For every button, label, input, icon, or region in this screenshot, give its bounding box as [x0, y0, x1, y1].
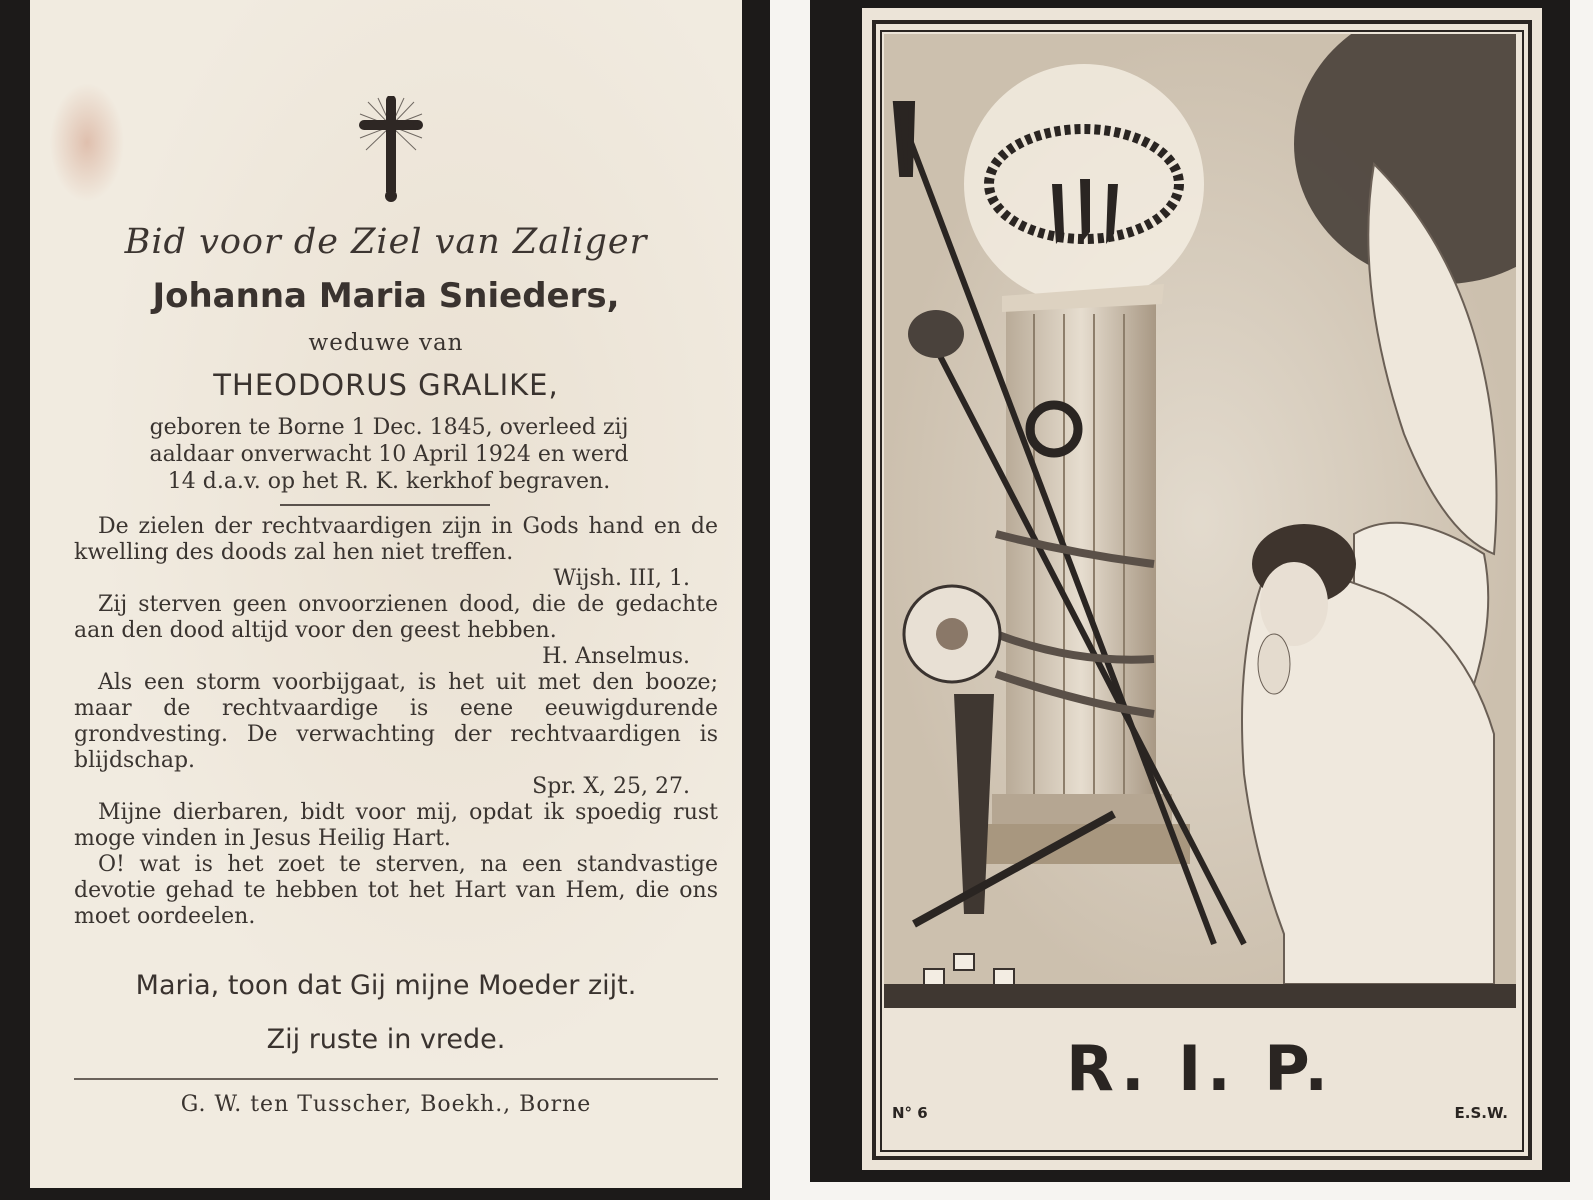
deceased-name: Johanna Maria Snieders,: [152, 276, 620, 316]
widow-of-label: weduwe van: [308, 330, 464, 356]
quote-text: Zij sterven geen onvoorzienen dood, die de gedachte aan den dood altijd voor den geest hebben.: [74, 592, 718, 643]
biography: [74, 414, 704, 495]
memorial-card-text-side: [0, 0, 770, 1200]
quote-source: H. Anselmus.: [542, 644, 690, 669]
nails-icon: [1052, 179, 1118, 244]
quote-source: Spr. X, 25, 27.: [532, 774, 690, 799]
quote-source: Wijsh. III, 1.: [553, 566, 690, 591]
ejaculation-prayer: Maria, toon dat Gij mijne Moeder zijt.: [135, 970, 637, 1001]
divider: [74, 1078, 718, 1080]
publisher-mark: E.S.W.: [1454, 1104, 1508, 1122]
card-paper: [30, 0, 742, 1188]
bio-line: aaldaar onverwacht 10 April 1924 en werd: [149, 442, 629, 467]
quote-text: Als een storm voorbijgaat, is het uit met den booze; maar de rechtvaardige is eene eeuwigdurende grondvesting. De verwachting der rechtvaardigen is blijdschap.: [74, 670, 718, 773]
card-paper: [862, 8, 1542, 1170]
quote-text: De zielen der rechtvaardigen zijn in Gods hand en de kwelling des doods zal hen niet treffen.: [74, 514, 718, 565]
quote-text: O! wat is het zoet te sterven, na een standvastige devotie gehad te hebben tot het Hart van Hem, die ons moet oordeelen.: [74, 852, 718, 929]
rip-title: R. I. P.: [1066, 1032, 1334, 1105]
card-number: N° 6: [892, 1104, 928, 1122]
husband-name: THEODORUS GRALIKE,: [213, 368, 559, 402]
quotes-section: [74, 514, 718, 930]
memorial-card-image-side: [810, 0, 1570, 1182]
divider: [280, 504, 490, 506]
quote-text: Mijne dierbaren, bidt voor mij, opdat ik spoedig rust moge vinden in Jesus Heilig Hart.: [74, 800, 718, 851]
bio-line: 14 d.a.v. op het R. K. kerkhof begraven.: [167, 469, 611, 494]
printer-imprint: G. W. ten Tusscher, Boekh., Borne: [180, 1092, 592, 1117]
cross-icon: [358, 96, 424, 208]
sponge-icon: [908, 310, 964, 358]
prayer-heading: Bid voor de Ziel van Zaliger: [124, 222, 648, 262]
bio-line: geboren te Borne 1 Dec. 1845, overleed zij: [149, 415, 629, 440]
angel-illustration: [884, 34, 1516, 1008]
rest-in-peace-text: Zij ruste in vrede.: [266, 1024, 506, 1055]
passion-flower-icon: [904, 586, 1000, 682]
